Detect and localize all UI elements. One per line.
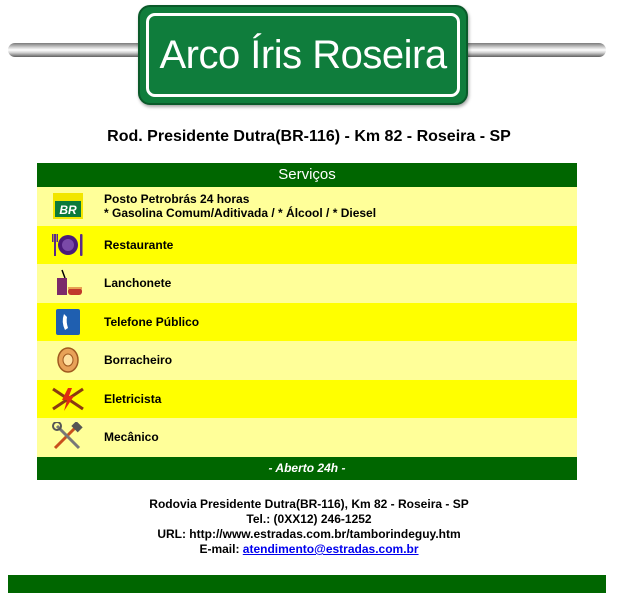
page-subtitle: Rod. Presidente Dutra(BR-116) - Km 82 - Roseira - SP [107,128,511,145]
hours-banner: - Aberto 24h - [37,457,577,480]
service-label: Eletricista [104,391,162,406]
phone-icon [50,307,86,337]
contact-info [0,497,618,557]
footer-bar [8,575,606,593]
service-row-lanchonete [37,264,577,303]
svg-text:BR: BR [59,203,77,218]
service-row-telefone [37,303,577,342]
service-fuel-list: * Gasolina Comum/Aditivada / * Álcool / * Diesel [104,206,377,221]
service-label: Mecânico [104,430,159,445]
services-table [37,163,577,480]
services-heading: Serviços [37,163,577,187]
url-text: URL: http://www.estradas.com.br/tamborindeguy.htm [157,527,461,541]
service-label: Posto Petrobrás 24 horas [104,192,250,207]
service-label: Telefone Público [104,314,200,329]
petrobras-br-icon [50,191,86,221]
service-label: Lanchonete [104,276,172,291]
plate-cutlery-icon [50,230,86,260]
highway-sign-banner [138,5,468,105]
email-link[interactable]: atendimento@estradas.com.br [242,542,419,556]
phone-text: Tel.: (0XX12) 246-1252 [246,512,372,526]
service-row-eletricista [37,380,577,419]
service-label: Borracheiro [104,353,173,368]
tire-icon [50,345,86,375]
email-label: E-mail: [199,542,240,556]
service-row-posto [37,187,577,226]
address-text: Rodovia Presidente Dutra(BR-116), Km 82 - Roseira - SP [149,497,469,511]
service-row-mecanico [37,418,577,457]
service-row-restaurante [37,226,577,265]
wrench-hammer-icon [50,422,86,452]
service-row-borracheiro [37,341,577,380]
email-line [0,542,618,557]
site-title: Arco Íris Roseira [159,32,447,77]
drink-sandwich-icon [50,268,86,298]
service-label: Restaurante [104,237,174,252]
electric-tools-icon [50,384,86,414]
